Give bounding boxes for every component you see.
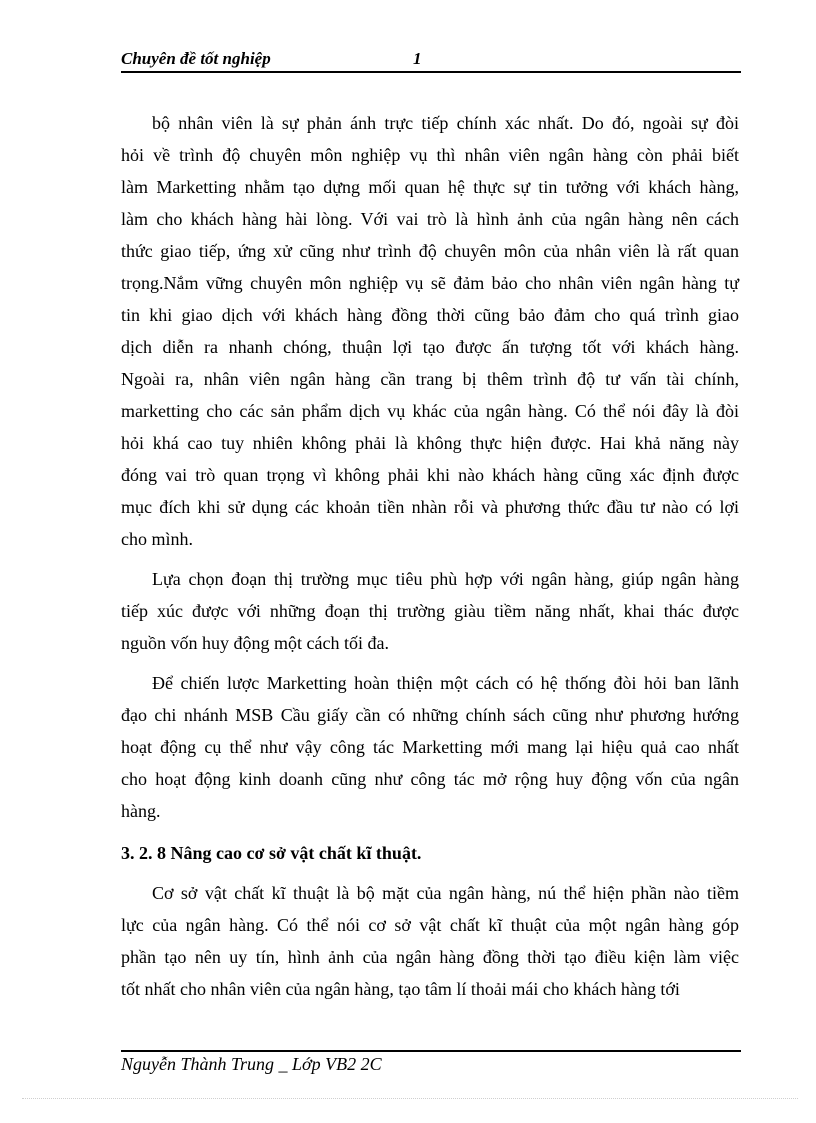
paragraph-4-line: tốt nhất cho nhân viên của ngân hàng, tạo tâm lí thoải mái cho khách hàng tới [121, 979, 680, 999]
paragraph-3-line: hàng. [121, 801, 161, 821]
page-header [121, 49, 741, 73]
paragraph-2-line: nguồn vốn huy động một cách tối đa. [121, 633, 389, 653]
paragraph-1-line: cho mình. [121, 529, 193, 549]
paragraph-1-line: tin khi giao dịch với khách hàng đồng thời cũng bảo đảm cho quá trình giao [121, 305, 739, 325]
header-title: Chuyên đề tốt nghiệp [121, 49, 271, 68]
paragraph-4-line: phần tạo nên uy tín, hình ảnh của ngân hàng đồng thời tạo điều kiện làm việc [121, 947, 739, 967]
paragraph-1-line: Ngoài ra, nhân viên ngân hàng cần trang bị thêm trình độ tư vấn tài chính, [121, 369, 739, 389]
paragraph-2-line: Lựa chọn đoạn thị trường mục tiêu phù hợp với ngân hàng, giúp ngân hàng [152, 569, 739, 589]
paragraph-3-line: cho hoạt động kinh doanh cũng như công tác mở rộng huy động vốn của ngân [121, 769, 739, 789]
paragraph-1-line: thức giao tiếp, ứng xử cũng như trình độ chuyên môn của nhân viên là rất quan [121, 241, 739, 261]
paragraph-1-line: dịch diễn ra nhanh chóng, thuận lợi tạo được ấn tượng tốt với khách hàng. [121, 337, 739, 357]
paragraph-3-line: Để chiến lược Marketting hoàn thiện một cách có hệ thống đòi hỏi ban lãnh [152, 673, 739, 693]
paragraph-1-line: bộ nhân viên là sự phản ánh trực tiếp chính xác nhất. Do đó, ngoài sự đòi [152, 113, 739, 133]
paragraph-1-line: hỏi khá cao tuy nhiên không phải là không thực hiện được. Hai khả năng này [121, 433, 739, 453]
page-edge-divider [22, 1098, 798, 1099]
footer-divider [121, 1050, 741, 1052]
section-heading: 3. 2. 8 Nâng cao cơ sở vật chất kĩ thuật. [121, 843, 422, 863]
paragraph-1-line: mục đích khi sử dụng các khoản tiền nhàn rỗi và phương thức đầu tư nào có lợi [121, 497, 739, 517]
page-footer: Nguyễn Thành Trung _ Lớp VB2 2C [121, 1054, 382, 1074]
paragraph-1-line: đóng vai trò quan trọng vì không phải khi nào khách hàng cũng xác định được [121, 465, 739, 485]
paragraph-2-line: tiếp xúc được với những đoạn thị trường giàu tiềm năng nhất, khai thác được [121, 601, 739, 621]
paragraph-3-line: hoạt động cụ thể như vậy công tác Marketting mới mang lại hiệu quả cao nhất [121, 737, 739, 757]
paragraph-4-line: lực của ngân hàng. Có thể nói cơ sở vật chất kĩ thuật của một ngân hàng góp [121, 915, 739, 935]
page-number: 1 [413, 49, 422, 68]
paragraph-1-line: hỏi về trình độ chuyên môn nghiệp vụ thì nhân viên ngân hàng còn phải biết [121, 145, 739, 165]
paragraph-1-line: làm Marketting nhằm tạo dựng mối quan hệ thực sự tin tưởng với khách hàng, [121, 177, 739, 197]
paragraph-1-line: marketting cho các sản phẩm dịch vụ khác của ngân hàng. Có thể nói đây là đòi [121, 401, 739, 421]
paragraph-4-line: Cơ sở vật chất kĩ thuật là bộ mặt của ngân hàng, nú thể hiện phần nào tiềm [152, 883, 739, 903]
paragraph-3-line: đạo chi nhánh MSB Cầu giấy cần có những chính sách cũng như phương hướng [121, 705, 739, 725]
paragraph-1-line: làm cho khách hàng hài lòng. Với vai trò là hình ảnh của ngân hàng nên cách [121, 209, 739, 229]
paragraph-1-line: trọng.Nắm vững chuyên môn nghiệp vụ sẽ đảm bảo cho nhân viên ngân hàng tự [121, 273, 739, 293]
